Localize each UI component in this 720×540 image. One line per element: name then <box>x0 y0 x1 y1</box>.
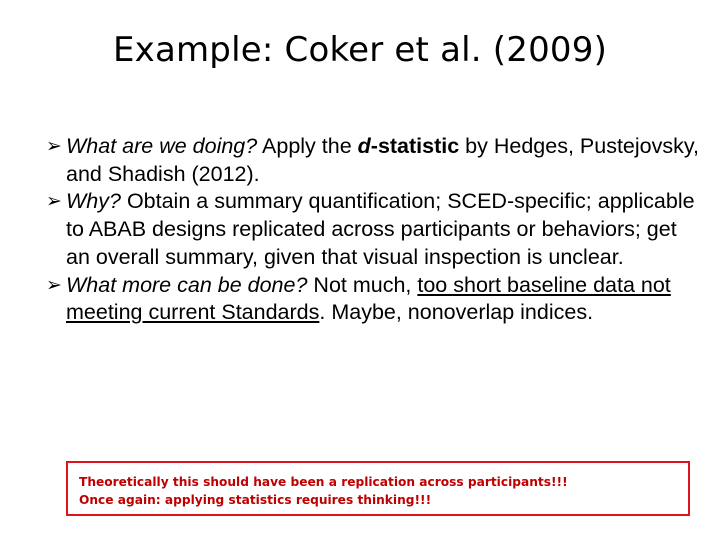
bullet-text: Not much, <box>307 272 418 297</box>
bullet-item-why <box>46 188 706 271</box>
bullet-question: What more can be done? <box>66 272 308 297</box>
note-line: Theoretically this should have been a replication across participants!!! <box>79 475 568 489</box>
arrow-bullet-icon: ➢ <box>46 190 62 213</box>
slide-title: Example: Coker et al. (2009) <box>112 30 608 70</box>
bullet-item-more <box>46 272 706 327</box>
bullet-text: Apply the <box>257 134 358 158</box>
bullet-item-what <box>46 133 706 188</box>
bullet-text: by Hedges, Pustejovsky, and Shadish (2012). <box>66 134 699 186</box>
underlined-text: too short baseline data not meeting current Standards <box>66 272 671 325</box>
bullet-text: Obtain a summary quantification; SCED-specific; applicable to ABAB designs replicated across participants or behaviors; get an overall summary, given that visual inspection is unclear. <box>66 189 695 269</box>
statistic-term: -statistic <box>370 134 460 158</box>
bullet-list <box>46 133 706 327</box>
bullet-text: . Maybe, nonoverlap indices. <box>319 300 594 325</box>
bullet-question: Why? <box>66 189 121 214</box>
bullet-question: What are we doing? <box>66 134 258 158</box>
d-symbol: d <box>357 134 371 158</box>
note-line: Once again: applying statistics requires thinking!!! <box>79 493 432 507</box>
arrow-bullet-icon: ➢ <box>46 273 62 296</box>
arrow-bullet-icon: ➢ <box>46 135 62 157</box>
note-box <box>66 461 690 516</box>
